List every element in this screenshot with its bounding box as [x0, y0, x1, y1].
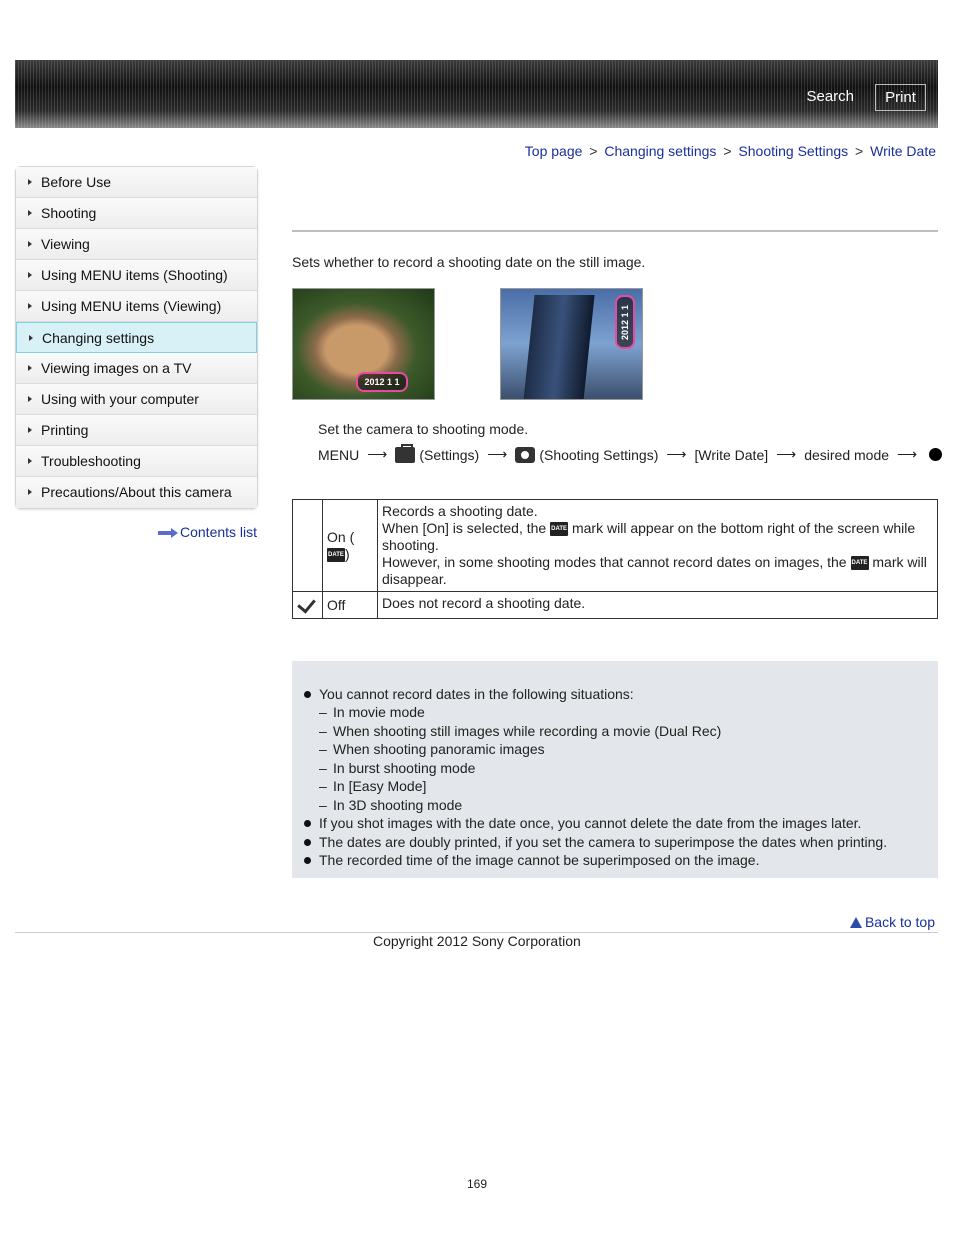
caret-right-icon: [28, 303, 32, 309]
arrow-right-icon: ⟶: [776, 446, 797, 462]
caret-right-icon: [28, 179, 32, 185]
option-desc-on: [378, 500, 938, 592]
sidebar-item-label: Using with your computer: [41, 391, 199, 407]
copyright-text: Copyright 2012 Sony Corporation: [373, 933, 581, 949]
checkmark-icon: [298, 595, 318, 611]
sidebar-item-shooting[interactable]: [16, 198, 257, 229]
sidebar-item-label: Printing: [41, 422, 89, 438]
date-icon: DATE: [550, 522, 568, 536]
triangle-up-icon: [850, 917, 862, 928]
arrow-right-icon: ⟶: [367, 446, 388, 462]
sidebar-item-precautions[interactable]: [16, 477, 257, 508]
breadcrumb-separator: >: [723, 143, 732, 159]
breadcrumb-write-date[interactable]: Write Date: [870, 143, 936, 159]
default-marker-cell: [293, 592, 323, 619]
desired-mode-label: desired mode: [804, 446, 890, 463]
sidebar-item-troubleshooting[interactable]: [16, 446, 257, 477]
menu-label: MENU: [318, 446, 360, 463]
sidebar-item-menu-viewing[interactable]: [16, 291, 257, 322]
on-label-close: ): [345, 545, 350, 562]
note-bullet: If you shot images with the date once, you cannot delete the date from the images later.: [302, 814, 928, 832]
sidebar-item-label: Viewing: [41, 236, 90, 252]
notes-box: [292, 661, 938, 878]
date-icon: DATE: [851, 556, 869, 570]
title-divider: [292, 230, 938, 232]
sidebar-item-label: Precautions/About this camera: [41, 484, 232, 500]
building-shape: [523, 295, 594, 400]
sidebar-item-viewing-tv[interactable]: [16, 353, 257, 384]
table-row-on: [293, 500, 938, 592]
settings-label: (Settings): [419, 446, 480, 463]
sidebar-item-menu-shooting[interactable]: [16, 260, 257, 291]
sidebar-item-label: Changing settings: [42, 330, 155, 346]
on-desc-2b: mark will appear on the bottom right of the screen while shooting.: [382, 520, 916, 553]
sidebar-item-changing-settings[interactable]: [16, 322, 257, 353]
caret-right-icon: [28, 458, 32, 464]
back-to-top-label: Back to top: [864, 914, 935, 930]
intro-text: Sets whether to record a shooting date on the still image.: [292, 254, 646, 270]
on-desc-line-3: [382, 554, 933, 588]
breadcrumb-changing-settings[interactable]: Changing settings: [604, 143, 717, 159]
table-row-off: [293, 592, 938, 619]
sidebar-item-label: Using MENU items (Shooting): [41, 267, 228, 283]
breadcrumb-separator: >: [589, 143, 598, 159]
caret-right-icon: [28, 210, 32, 216]
note-bullet: The recorded time of the image cannot be superimposed on the image.: [302, 851, 928, 869]
option-name-on: [323, 500, 378, 592]
sidebar-item-before-use[interactable]: [16, 167, 257, 198]
note-bullet: The dates are doubly printed, if you set the camera to superimpose the dates when printing.: [302, 833, 928, 851]
breadcrumb-top-page[interactable]: Top page: [524, 143, 583, 159]
option-desc-off: Does not record a shooting date.: [378, 592, 938, 619]
arrow-right-icon: ⟶: [897, 446, 918, 462]
step-1-text: Set the camera to shooting mode.: [318, 421, 529, 437]
caret-right-icon: [29, 335, 33, 341]
note-sub-item: – In movie mode: [302, 703, 928, 722]
arrow-right-icon: [158, 529, 178, 537]
building-sample-photo: [500, 288, 643, 400]
sidebar-item-computer[interactable]: [16, 384, 257, 415]
caret-right-icon: [28, 489, 32, 495]
write-date-label: [Write Date]: [694, 446, 769, 463]
header-bar: [15, 60, 938, 128]
breadcrumb: [525, 143, 936, 159]
date-icon: DATE: [327, 548, 345, 562]
default-marker-cell: [293, 500, 323, 592]
contents-list-label: Contents list: [180, 524, 258, 540]
arrow-right-icon: ⟶: [487, 446, 508, 462]
caret-right-icon: [28, 272, 32, 278]
sidebar-item-printing[interactable]: [16, 415, 257, 446]
sidebar-item-label: Using MENU items (Viewing): [41, 298, 222, 314]
mode-options-table: [292, 499, 938, 619]
note-sub-item: – In [Easy Mode]: [302, 777, 928, 796]
caret-right-icon: [28, 427, 32, 433]
note-bullet: You cannot record dates in the following situations:: [302, 685, 928, 703]
caret-right-icon: [28, 241, 32, 247]
caret-right-icon: [28, 365, 32, 371]
note-sub-item: – When shooting still images while recording a movie (Dual Rec): [302, 722, 928, 741]
note-sub-item: – In 3D shooting mode: [302, 796, 928, 815]
cat-sample-photo: [292, 288, 435, 400]
settings-toolbox-icon: [395, 447, 415, 463]
arrow-right-icon: ⟶: [666, 446, 687, 462]
note-sub-item: – In burst shooting mode: [302, 759, 928, 778]
print-button[interactable]: Print: [875, 84, 926, 111]
shooting-settings-camera-icon: [515, 447, 535, 463]
date-stamp-overlay: 2012 1 1: [356, 372, 408, 392]
note-sub-item: – When shooting panoramic images: [302, 740, 928, 759]
shooting-settings-label: (Shooting Settings): [539, 446, 659, 463]
page-number: 169: [466, 1177, 488, 1191]
back-to-top-link[interactable]: [850, 914, 935, 930]
on-label: On (: [327, 528, 355, 545]
sidebar-item-label: Before Use: [41, 174, 112, 190]
date-stamp-overlay: 2012 1 1: [615, 295, 635, 349]
sidebar-item-label: Viewing images on a TV: [41, 360, 192, 376]
contents-list-link[interactable]: [158, 524, 257, 540]
on-desc-3b: mark will disappear.: [382, 554, 927, 587]
center-button-icon: [929, 448, 942, 461]
step-2-menu-path: [318, 446, 942, 463]
sidebar-item-label: Shooting: [41, 205, 97, 221]
breadcrumb-shooting-settings[interactable]: Shooting Settings: [738, 143, 849, 159]
on-desc-3a: However, in some shooting modes that cannot record dates on images, the: [382, 554, 847, 570]
option-name-off: Off: [323, 592, 378, 619]
sidebar-item-viewing[interactable]: [16, 229, 257, 260]
on-desc-2a: When [On] is selected, the: [382, 520, 547, 536]
breadcrumb-separator: >: [855, 143, 864, 159]
sidebar-item-label: Troubleshooting: [41, 453, 141, 469]
search-link[interactable]: Search: [806, 88, 854, 105]
caret-right-icon: [28, 396, 32, 402]
sidebar-nav: [15, 166, 258, 509]
on-desc-line-2: [382, 520, 933, 554]
on-desc-line-1: Records a shooting date.: [382, 503, 538, 519]
